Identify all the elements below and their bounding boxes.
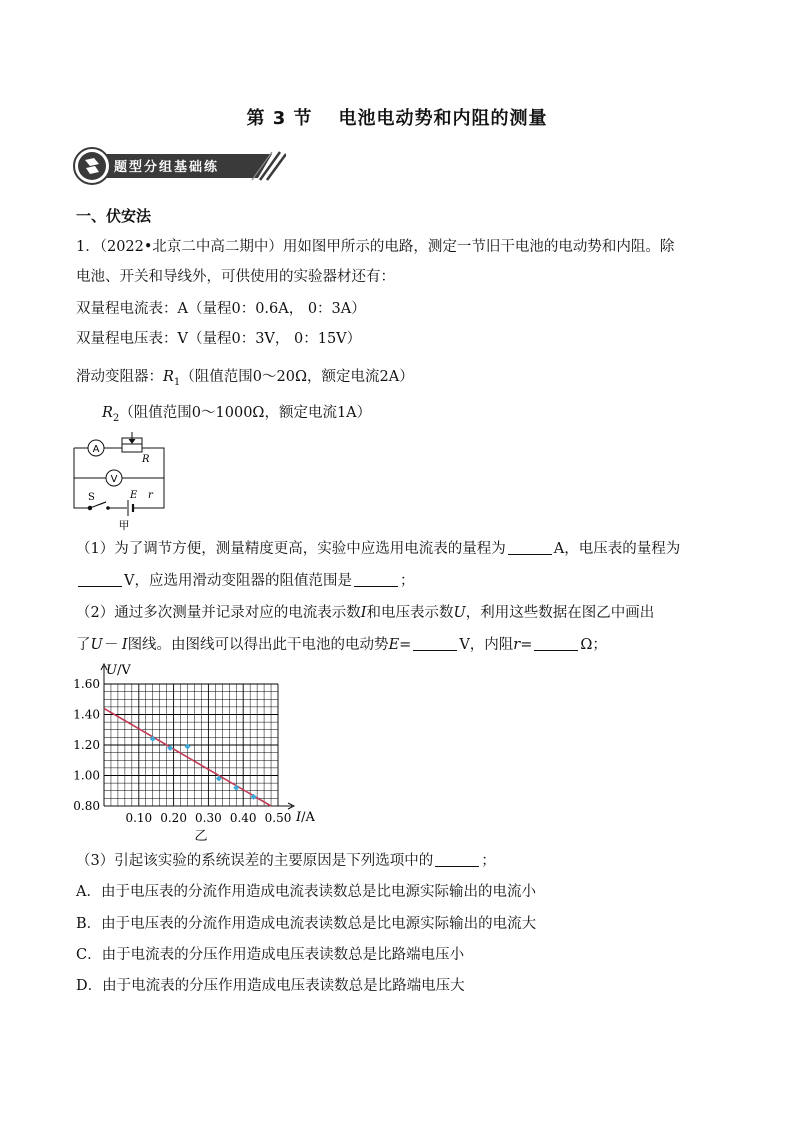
page-title — [0, 104, 794, 130]
circuit-switch-label: S — [88, 492, 95, 503]
ammeter-spec: 双量程电流表：A（量程0：0.6A， 0：3A） — [76, 301, 366, 317]
x-tick-label: 0.50 — [264, 811, 292, 825]
circuit-ammeter-label: A — [92, 444, 100, 455]
chart-caption: 乙 — [194, 829, 208, 844]
voltmeter-spec: 双量程电压表：V（量程0：3V， 0：15V） — [76, 331, 362, 347]
option-c: C．由于电流表的分压作用造成电压表读数总是比路端电压小 — [76, 947, 465, 963]
x-tick-label: 0.20 — [160, 811, 187, 825]
part-1-line-1: （1）为了调节方便，测量精度更高，实验中应选用电流表的量程为 A，电压表的量程为 — [76, 541, 681, 557]
x-tick-label: 0.30 — [195, 811, 222, 825]
option-a: A．由于电压表的分流作用造成电流表读数总是比电源实际输出的电流小 — [76, 884, 536, 900]
x-tick-label: 0.40 — [229, 811, 257, 825]
circuit-emf-label: E — [130, 490, 138, 501]
section-heading: 一、伏安法 — [76, 207, 152, 225]
part-2-line-2: 了U－ I图线。由图线可以得出此干电池的电动势E= V，内阻r= Ω； — [76, 637, 607, 653]
y-tick-labels — [73, 677, 100, 813]
data-point — [150, 736, 156, 742]
part-1-line-2: V，应选用滑动变阻器的阻值范围是 ； — [76, 570, 414, 592]
circuit-caption: 甲 — [118, 519, 130, 532]
option-d: D．由于电流表的分压作用造成电压表读数总是比路端电压大 — [76, 978, 465, 994]
y-axis-label: U/V — [106, 663, 131, 678]
circuit-internal-label: r — [148, 490, 153, 501]
y-tick-label: 0.80 — [73, 799, 100, 813]
circuit-diagram — [66, 428, 176, 532]
option-b: B．由于电压表的分流作用造成电流表读数总是比电源实际输出的电流大 — [76, 916, 537, 932]
blank-error-cause — [435, 852, 479, 867]
circuit-voltmeter-label: V — [110, 474, 118, 485]
x-tick-labels — [125, 811, 291, 825]
part-2-line-1: （2）通过多次测量并记录对应的电流表示数I和电压表示数U，利用这些数据在图乙中画出 — [76, 605, 655, 621]
blank-ammeter-range — [508, 540, 552, 555]
rheostat-r2: $R_2$（阻值范围0～1000Ω，额定电流1A） — [102, 405, 372, 424]
rheostat-r1: 滑动变阻器：$R_1$（阻值范围0～20Ω，额定电流2A） — [76, 369, 414, 388]
section-number: 第 3 节 — [246, 108, 313, 129]
y-tick-label: 1.00 — [73, 768, 100, 783]
banner-label: 题型分组基础练 — [114, 160, 220, 175]
x-axis-label: I/A — [296, 810, 315, 825]
blank-voltmeter-range — [78, 572, 122, 587]
section-banner — [72, 146, 286, 186]
y-tick-label: 1.20 — [73, 738, 100, 752]
u-i-chart — [66, 660, 336, 846]
question-intro-line-2: 电池、开关和导线外，可供使用的实验器材还有： — [76, 269, 395, 285]
blank-emf — [413, 636, 457, 651]
circuit-rheostat-label: R — [142, 454, 150, 465]
chart-grid — [101, 664, 294, 809]
data-point — [185, 744, 191, 750]
y-tick-label: 1.40 — [73, 707, 100, 722]
part-3-question: （3）引起该实验的系统误差的主要原因是下列选项中的 ； — [76, 853, 496, 869]
y-tick-label: 1.60 — [73, 677, 100, 691]
data-point — [233, 785, 239, 791]
blank-rheostat-range — [354, 572, 398, 587]
blank-internal-resistance — [534, 636, 578, 651]
section-topic: 电池电动势和内阻的测量 — [338, 108, 548, 129]
x-tick-label: 0.10 — [125, 811, 153, 825]
question-intro-line-1: 1．（2022•北京二中高二期中）用如图甲所示的电路，测定一节旧干电池的电动势和内阻。除 — [76, 239, 675, 255]
